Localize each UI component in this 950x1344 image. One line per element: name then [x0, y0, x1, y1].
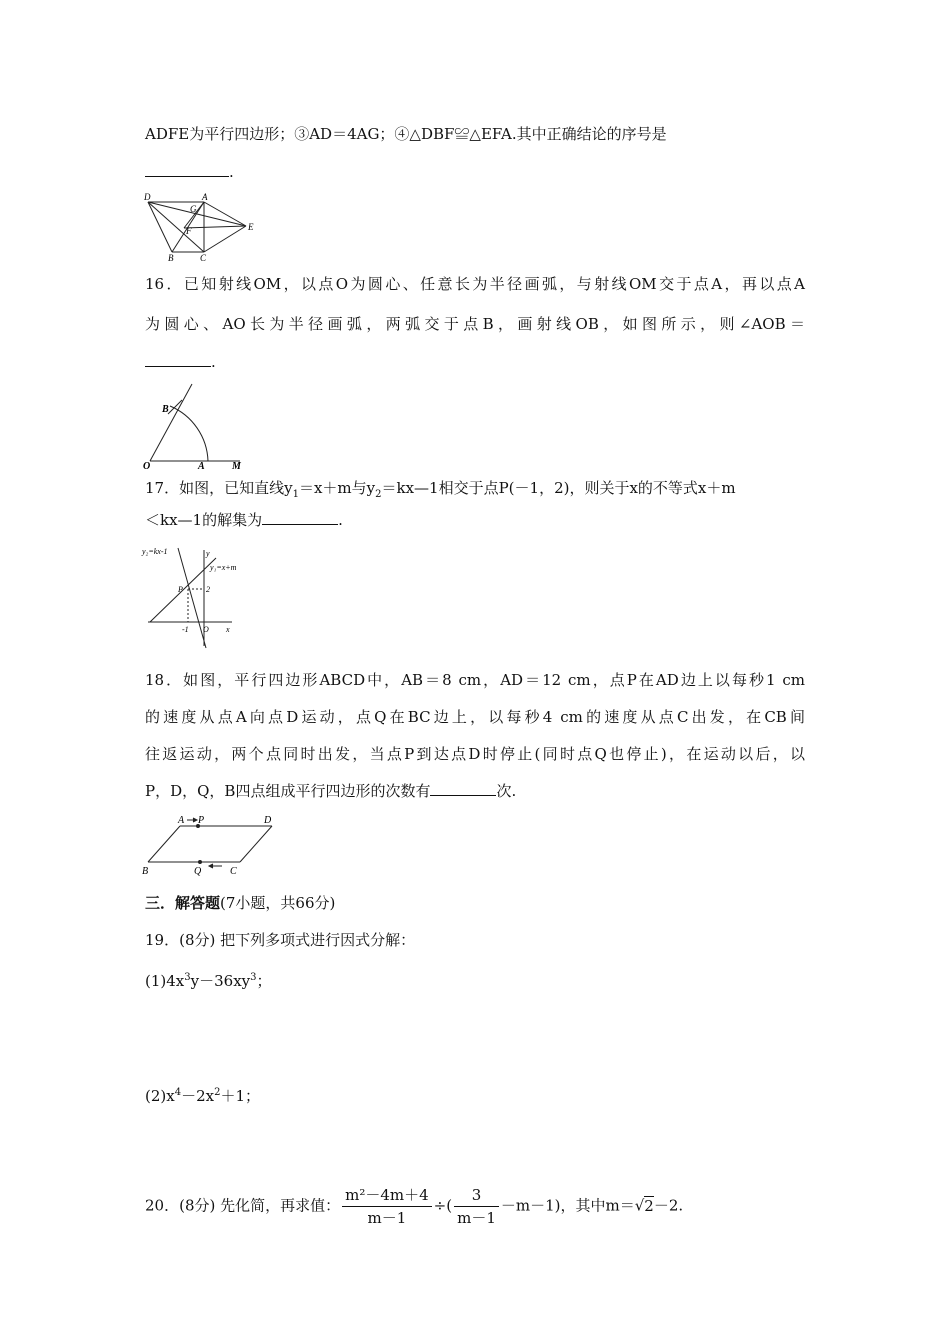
q18-line1: 18．如图，平行四边形ABCD中，AB＝8 cm，AD＝12 cm，点P在AD边上以每秒1 cm	[145, 671, 805, 689]
q19-p1-b: y－36xy	[190, 972, 251, 990]
q20-tail: －m－1)，其中m＝	[500, 1196, 635, 1215]
section3-heading	[145, 893, 335, 913]
q20-fraction-1	[342, 1186, 432, 1227]
q17-l1-b: ＝x＋m与y	[298, 479, 376, 497]
q17-l1-a: 17．如图，已知直线y	[145, 479, 293, 497]
q17-label-P: P	[178, 585, 183, 594]
q15-blank	[145, 162, 229, 177]
q15-line1: ADFE为平行四边形；③AD＝4AG；④△DBF≌△EFA.其中正确结论的序号是	[145, 125, 667, 143]
q15-label-C: C	[200, 253, 207, 262]
q16-label-A: A	[198, 461, 205, 470]
q17-l1-c: ＝kx—1相交于点P(－1，2)，则关于x的不等式x＋m	[381, 479, 736, 497]
q16-line2: 为圆心、AO长为半径画弧，两弧交于点B，画射线OB，如图所示，则∠AOB＝	[145, 315, 805, 333]
q20-line	[145, 1186, 683, 1227]
q15-figure	[140, 190, 260, 266]
q17-sub2: 2	[375, 489, 382, 500]
q17-figure	[140, 542, 250, 656]
q19-p1-c: ；	[256, 972, 272, 990]
q18-line2: 的速度从点A向点D运动，点Q在BC边上，以每秒4 cm的速度从点C出发，在CB间	[145, 708, 805, 726]
q16-line1: 16．已知射线OM，以点O为圆心、任意长为半径画弧，与射线OM交于点A，再以点A	[145, 275, 805, 293]
q20-sqrt-sign: √	[634, 1196, 645, 1215]
q18-line4	[145, 781, 516, 801]
q17-label-y2: y₂=kx-1	[142, 547, 168, 556]
q18-line3: 往返运动，两个点同时出发，当点P到达点D时停止(同时点Q也停止)，在运动以后，以	[145, 745, 805, 763]
q19-part1	[145, 968, 272, 991]
section3-note: (7小题，共66分)	[220, 894, 336, 912]
q19-p2-a: (2)x	[145, 1087, 175, 1105]
q18-line4-b: 次.	[496, 782, 517, 800]
q15-label-A: A	[202, 192, 208, 202]
q20-frac2-den: m－1	[457, 1209, 496, 1227]
q20-end: －2.	[653, 1196, 684, 1215]
q19-p2-sup1: 4	[174, 1087, 182, 1098]
q17-line1	[145, 478, 736, 505]
q15-period: .	[229, 163, 234, 181]
q15-label-F: F	[186, 226, 192, 236]
q18-line4-a: P，D，Q，B四点组成平行四边形的次数有	[145, 782, 431, 800]
q19-p2-b: －2x	[181, 1087, 215, 1105]
q15-label-E: E	[248, 222, 254, 232]
q17-label-neg1: -1	[182, 625, 189, 634]
q18-blank	[430, 781, 496, 796]
q17-label-x: x	[226, 625, 230, 634]
q20-divide: ÷(	[433, 1196, 453, 1215]
section3-title: 三．解答题	[145, 894, 221, 912]
q19-p2-sup2: 2	[214, 1087, 221, 1098]
q18-label-P: P	[198, 815, 205, 826]
q15-label-D: D	[144, 192, 151, 202]
q16-figure	[140, 378, 250, 474]
q20-sqrt-value: 2	[644, 1196, 654, 1215]
q17-line2	[145, 510, 343, 530]
q16-blank	[145, 352, 211, 367]
q18-label-C: C	[230, 866, 237, 877]
q19-p1-sup2: 3	[250, 972, 257, 983]
q17-label-y: y	[206, 549, 210, 558]
q18-label-A: A	[178, 815, 185, 826]
q15-label-B: B	[168, 253, 174, 262]
q20-lead: 20．(8分) 先化简，再求值：	[145, 1196, 341, 1215]
q17-label-y1: y₁=x+m	[210, 563, 237, 572]
q15-answer-line	[145, 162, 234, 182]
q18-label-B: B	[142, 866, 149, 877]
q20-frac1-num: m²－4m＋4	[342, 1186, 432, 1207]
q17-line2-a: ＜kx—1的解集为	[145, 511, 263, 529]
q19-part2	[145, 1083, 260, 1106]
q19-p1-sup1: 3	[184, 972, 191, 983]
q17-sub1: 1	[292, 489, 299, 500]
q19-stem: 19．(8分) 把下列多项式进行因式分解：	[145, 931, 416, 949]
q19-p1-a: (1)4x	[145, 972, 185, 990]
q16-label-B: B	[162, 404, 169, 415]
q16-label-M: M	[232, 461, 241, 470]
q16-answer-line	[145, 352, 216, 372]
q18-label-Q: Q	[194, 866, 202, 877]
q19-p2-c: ＋1；	[220, 1087, 261, 1105]
q18-label-D: D	[264, 815, 272, 826]
q17-label-O: O	[203, 625, 209, 634]
q15-label-G: G	[190, 204, 197, 214]
q16-label-O: O	[143, 461, 151, 470]
q20-fraction-2	[454, 1186, 499, 1227]
q20-frac2-num: 3	[454, 1186, 499, 1207]
q17-blank	[262, 510, 338, 525]
q17-label-2: 2	[206, 585, 210, 594]
q17-line2-b: .	[338, 511, 343, 529]
q20-frac1-den: m－1	[367, 1209, 407, 1227]
q16-period: .	[211, 353, 216, 371]
q18-figure	[140, 810, 280, 882]
